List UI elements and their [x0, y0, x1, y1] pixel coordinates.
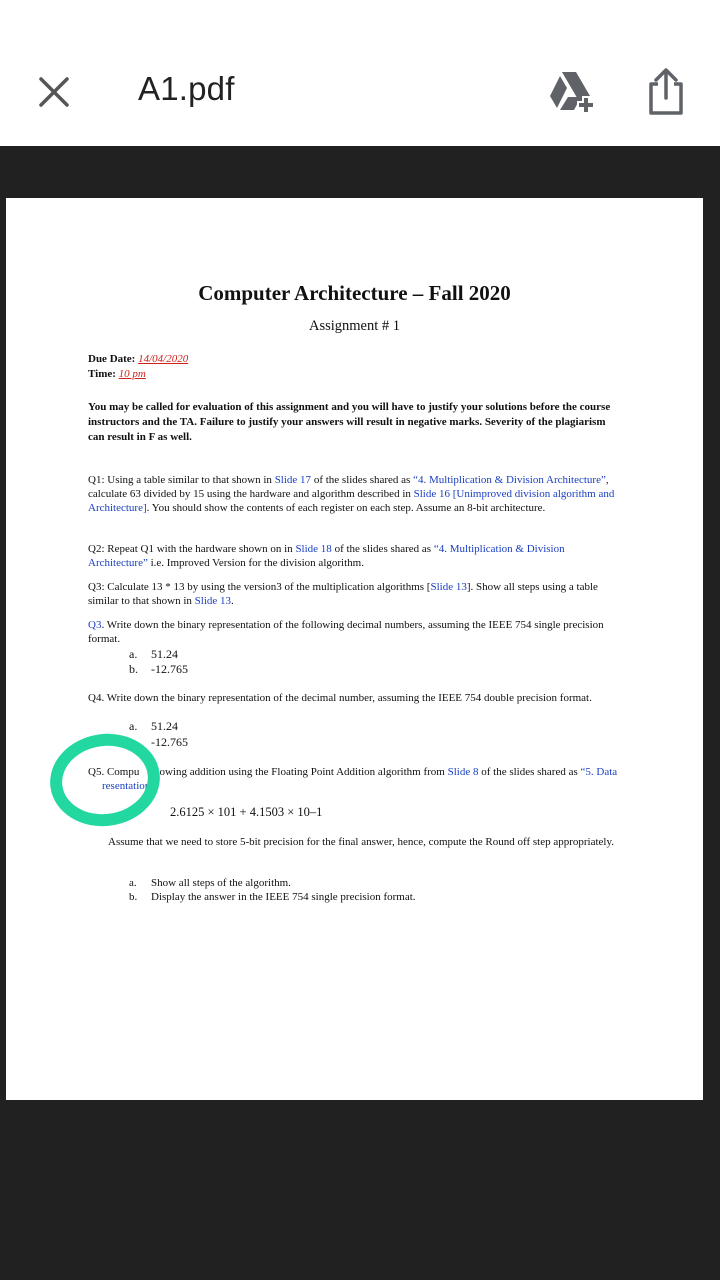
question-3: Q3: Calculate 13 * 13 by using the version3 of the multiplication algorithms [Slide 13]. Show all steps using a table similar to that shown in Slide 13.: [88, 581, 598, 607]
share-icon: [644, 66, 688, 116]
list-item: -12.765: [151, 735, 188, 749]
list-item: b. -12.765: [129, 662, 188, 676]
due-date-line: Due Date: 14/04/2020: [88, 353, 189, 365]
question-3b: Q3. Write down the binary representation of the following decimal numbers, assuming the IEEE 754 single precision format.: [88, 619, 604, 645]
time-line: Time: 10 pm: [88, 368, 146, 380]
list-item: a. 51.24: [129, 647, 178, 661]
app-toolbar: [0, 0, 720, 146]
list-item: a. 51.24: [129, 719, 178, 733]
rounding-note: Assume that we need to store 5-bit precision for the final answer, hence, compute the Round off step appropriately.: [108, 836, 615, 848]
drive-add-icon: [548, 70, 598, 114]
pdf-page[interactable]: [6, 198, 703, 1100]
close-icon: [34, 72, 74, 112]
doc-title: Computer Architecture – Fall 2020: [198, 281, 511, 305]
due-date-value: 14/04/2020: [138, 353, 189, 365]
question-5: Q5. Compu llowing addition using the Floating Point Addition algorithm from Slide 8 of the slides shared as “5. Dataresentation”: [88, 766, 618, 792]
time-value: 10 pm: [118, 368, 146, 380]
doc-subtitle: Assignment # 1: [308, 318, 401, 334]
add-to-drive-button[interactable]: [548, 70, 598, 114]
document-content: [6, 198, 703, 1100]
warning-paragraph: You may be called for evaluation of this assignment and you will have to justify your solutions before the course instructors and the TA. Failure to justify your answers will result in negative marks. Severity of the plagiarism can result in F as well.: [88, 401, 611, 443]
link-slide-17[interactable]: Slide 17: [274, 474, 312, 486]
question-1: Q1: Using a table similar to that shown in Slide 17 of the slides shared as “4. Multiplication & Division Architecture”, calculate 63 divided by 15 using the hardware and algorithm described in Slide 16 [Unimproved division algorithm and Architecture]. You should show the contents of each register on each step. Assume an 8-bit architecture.: [88, 474, 615, 514]
file-title: A1.pdf: [138, 70, 235, 107]
close-button[interactable]: [34, 72, 74, 112]
list-item: a. Show all steps of the algorithm.: [129, 877, 291, 889]
question-4: Q4. Write down the binary representation of the decimal number, assuming the IEEE 754 double precision format.: [88, 692, 592, 704]
list-item: b. Display the answer in the IEEE 754 single precision format.: [129, 891, 416, 903]
question-2: Q2: Repeat Q1 with the hardware shown on in Slide 18 of the slides shared as “4. Multiplication & Division Architecture” i.e. Improved Version for the division algorithm.: [88, 543, 565, 569]
share-button[interactable]: [644, 66, 688, 116]
equation: 2.6125 × 101 + 4.1503 × 10–1: [170, 805, 323, 819]
